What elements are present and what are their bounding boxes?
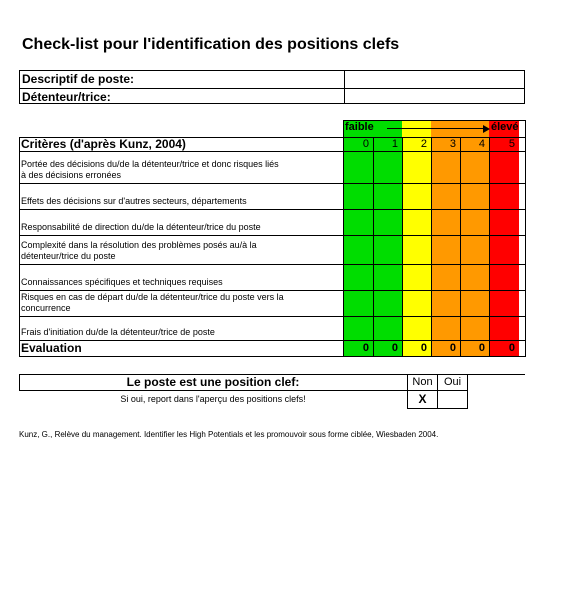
scale-level-1: 1 (391, 138, 398, 150)
info-label-descriptif: Descriptif de poste: (22, 72, 135, 86)
score-cell[interactable] (374, 152, 402, 183)
score-cell[interactable] (403, 265, 431, 290)
scale-level-5: 5 (508, 138, 515, 150)
kp-line (19, 390, 437, 391)
key-position-col-no: Non (412, 376, 433, 388)
score-cell[interactable] (374, 291, 402, 316)
key-position-yes-cell[interactable] (438, 391, 467, 408)
scale-low-label: faible (345, 121, 374, 133)
key-position-no-mark[interactable]: X (418, 392, 427, 406)
criterion-line2: Frais d'initiation du/de la détenteur/trice de poste (21, 327, 215, 337)
score-cell[interactable] (461, 236, 489, 264)
score-cell[interactable] (403, 210, 431, 235)
score-cell[interactable] (344, 152, 373, 183)
scale-arrow-line (387, 128, 485, 129)
score-cell[interactable] (490, 210, 519, 235)
kp-line (407, 408, 437, 409)
score-cell[interactable] (403, 317, 431, 340)
grid-line (343, 120, 525, 121)
grid-line (19, 137, 20, 357)
score-cell[interactable] (403, 184, 431, 209)
evaluation-label: Evaluation (21, 341, 82, 355)
descriptif-value-cell[interactable] (345, 71, 526, 87)
score-cell[interactable] (432, 184, 460, 209)
score-cell[interactable] (432, 265, 460, 290)
criterion-line2: détenteur/trice du poste (21, 251, 116, 261)
evaluation-value-3: 0 (449, 342, 456, 354)
score-cell[interactable] (461, 265, 489, 290)
key-position-title: Le poste est une position clef: (126, 375, 300, 389)
score-cell[interactable] (403, 152, 431, 183)
score-cell[interactable] (432, 236, 460, 264)
score-cell[interactable] (461, 291, 489, 316)
score-cell[interactable] (432, 317, 460, 340)
score-cell[interactable] (374, 236, 402, 264)
grid-line (19, 356, 525, 357)
evaluation-value-2: 0 (420, 342, 427, 354)
score-cell[interactable] (461, 152, 489, 183)
criterion-line2: concurrence (21, 303, 71, 313)
detenteur-value-cell[interactable] (345, 88, 526, 104)
criteria-header: Critères (d'après Kunz, 2004) (21, 137, 186, 151)
reference-note: Kunz, G., Relève du management. Identifier les High Potentials et les promouvoir sous forme ciblée, Wiesbaden 2004. (19, 430, 439, 439)
criterion-line2: à des décisions erronées (21, 170, 122, 180)
score-cell[interactable] (344, 210, 373, 235)
score-cell[interactable] (432, 291, 460, 316)
info-label-detenteur: Détenteur/trice: (22, 90, 111, 104)
score-cell[interactable] (461, 210, 489, 235)
criterion-line1: Portée des décisions du/de la détenteur/trice et donc risques liés (21, 159, 279, 169)
score-cell[interactable] (461, 184, 489, 209)
score-cell[interactable] (374, 265, 402, 290)
key-position-col-yes: Oui (443, 376, 462, 388)
score-cell[interactable] (344, 184, 373, 209)
score-cell[interactable] (490, 317, 519, 340)
criterion-line2: Responsabilité de direction du/de la détenteur/trice du poste (21, 222, 261, 232)
score-cell[interactable] (490, 184, 519, 209)
scale-high-label: élevé (491, 121, 519, 133)
score-cell[interactable] (344, 265, 373, 290)
criterion-line1: Complexité dans la résolution des problèmes posés au/à la (21, 240, 257, 250)
evaluation-value-4: 0 (478, 342, 485, 354)
page-title: Check-list pour l'identification des positions clefs (22, 36, 400, 53)
kp-line (437, 408, 467, 409)
grid-line (525, 120, 526, 357)
score-cell[interactable] (432, 152, 460, 183)
criterion-line1: Risques en cas de départ du/de la détenteur/trice du poste vers la (21, 292, 284, 302)
score-cell[interactable] (432, 210, 460, 235)
evaluation-value-0: 0 (362, 342, 369, 354)
score-cell[interactable] (374, 317, 402, 340)
score-cell[interactable] (403, 291, 431, 316)
score-cell[interactable] (403, 236, 431, 264)
score-cell[interactable] (490, 265, 519, 290)
scale-level-4: 4 (478, 138, 485, 150)
scale-level-0: 0 (362, 138, 369, 150)
key-position-box (19, 374, 525, 410)
evaluation-value-1: 0 (391, 342, 398, 354)
scale-level-2: 2 (420, 138, 427, 150)
grid-line (19, 340, 525, 341)
key-position-note: Si oui, report dans l'aperçu des positions clefs! (120, 394, 306, 404)
info-table (19, 70, 525, 104)
scale-level-3: 3 (449, 138, 456, 150)
score-cell[interactable] (490, 291, 519, 316)
score-cell[interactable] (490, 152, 519, 183)
arrow-right-icon (483, 125, 490, 133)
evaluation-value-5: 0 (508, 342, 515, 354)
score-cell[interactable] (374, 210, 402, 235)
score-cell[interactable] (344, 291, 373, 316)
score-cell[interactable] (490, 236, 519, 264)
kp-line (467, 374, 468, 409)
criterion-line2: Connaissances spécifiques et techniques requises (21, 277, 223, 287)
score-cell[interactable] (461, 317, 489, 340)
criterion-line2: Effets des décisions sur d'autres secteurs, départements (21, 196, 247, 206)
score-cell[interactable] (374, 184, 402, 209)
score-cell[interactable] (344, 317, 373, 340)
score-cell[interactable] (344, 236, 373, 264)
